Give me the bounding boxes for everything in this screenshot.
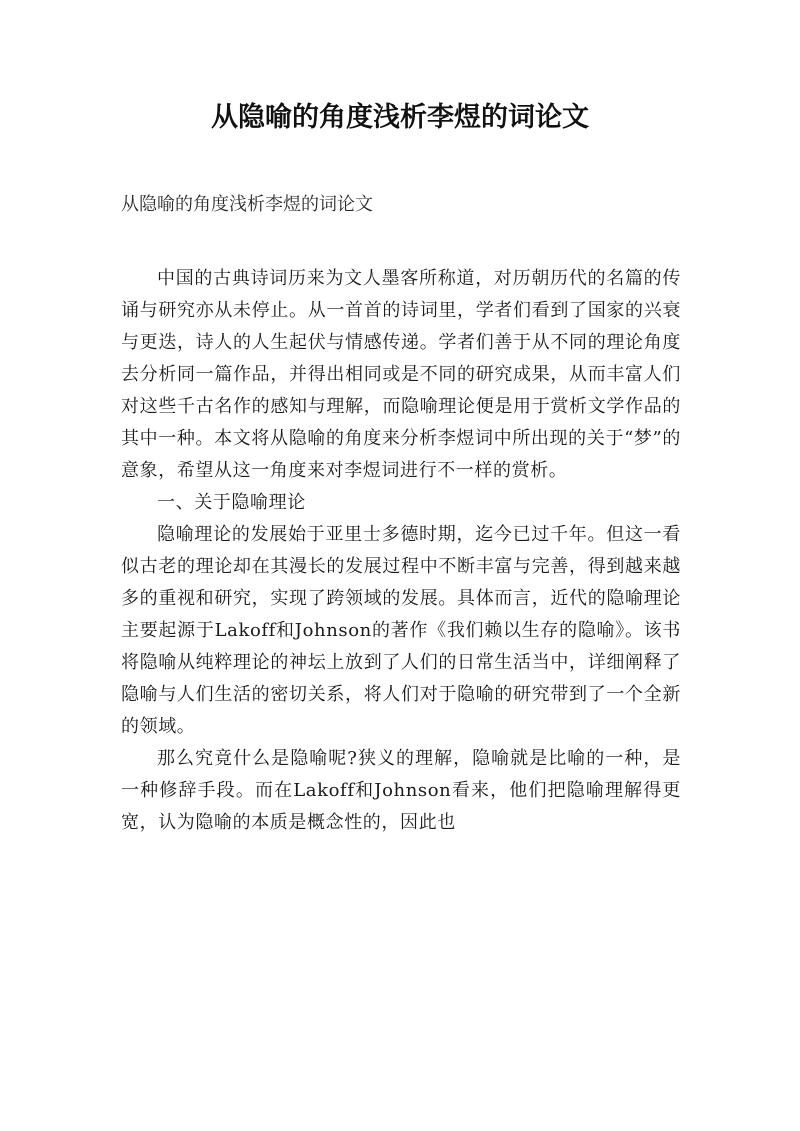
document-title: 从隐喻的角度浅析李煜的词论文 — [211, 102, 589, 133]
document-body — [121, 263, 681, 839]
body-paragraph: 隐喻理论的发展始于亚里士多德时期，迄今已过千年。但这一看似古老的理论却在其漫长的发展过程中不断丰富与完善，得到越来越多的重视和研究，实现了跨领域的发展。具体而言，近代的隐喻理论主要起源于Lakoff和Johnson的著作《我们赖以生存的隐喻》。该书将隐喻从纯粹理论的神坛上放到了人们的日常生活当中，详细阐释了隐喻与人们生活的密切关系，将人们对于隐喻的研究带到了一个全新的领域。 — [121, 524, 681, 737]
body-paragraph: 那么究竟什么是隐喻呢?狭义的理解，隐喻就是比喻的一种，是一种修辞手段。而在Lakoff和Johnson看来，他们把隐喻理解得更宽，认为隐喻的本质是概念性的，因此也 — [121, 748, 681, 833]
section-heading: 一、关于隐喻理论 — [157, 492, 306, 513]
document-subtitle: 从隐喻的角度浅析李煜的词论文 — [121, 194, 373, 215]
intro-paragraph: 中国的古典诗词历来为文人墨客所称道，对历朝历代的名篇的传诵与研究亦从未停止。从一首首的诗词里，学者们看到了国家的兴衰与更迭，诗人的人生起伏与情感传递。学者们善于从不同的理论角度去分析同一篇作品，并得出相同或是不同的研究成果，从而丰富人们对这些千古名作的感知与理解，而隐喻理论便是用于赏析文学作品的其中一种。本文将从隐喻的角度来分析李煜词中所出现的关于“梦”的意象，希望从这一角度来对李煜词进行不一样的赏析。 — [121, 268, 681, 481]
